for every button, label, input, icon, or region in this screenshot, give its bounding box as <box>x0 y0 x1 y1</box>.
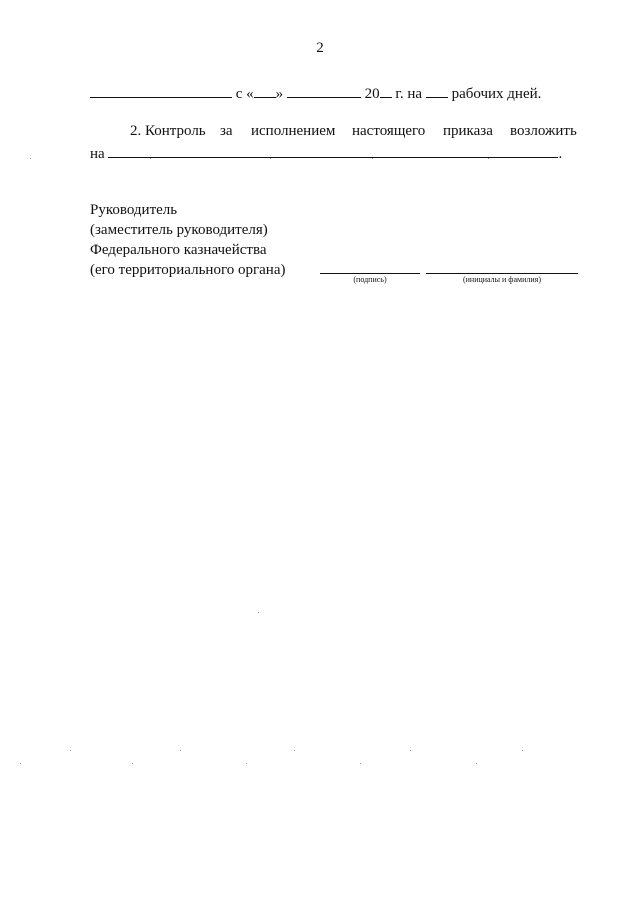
signature-field-line <box>320 273 420 274</box>
close-quote: » <box>275 86 284 102</box>
na-label: на <box>90 146 105 162</box>
month-blank <box>287 83 361 98</box>
end-period: . <box>558 146 563 162</box>
date-duration-line <box>90 83 541 103</box>
blank-field <box>90 83 232 98</box>
signature-block <box>90 200 320 280</box>
year-text: 20 <box>364 86 380 102</box>
item2-word: приказа <box>443 123 493 139</box>
item2-word: настоящего <box>352 123 426 139</box>
days-blank <box>426 83 448 98</box>
year-suffix: г. на <box>391 86 423 102</box>
name-field-line <box>426 273 578 274</box>
page-number: 2 <box>316 40 324 56</box>
day-blank <box>254 83 276 98</box>
responsible-line <box>90 143 562 163</box>
item2-word: 2. Контроль <box>130 123 206 139</box>
signature-line-4: (его территориального органа) <box>90 262 286 278</box>
item2-word: возложить <box>510 123 577 139</box>
signature-line-3: Федерального казначейства <box>90 242 267 258</box>
item2-word: исполнением <box>251 123 336 139</box>
signature-line-2: (заместитель руководителя) <box>90 222 268 238</box>
responsible-blank <box>108 143 558 158</box>
signature-caption: (подпись) <box>353 275 387 284</box>
c-text: с « <box>235 86 254 102</box>
item2-word: за <box>220 123 233 139</box>
end-text: рабочих дней. <box>451 86 542 102</box>
signature-line-1: Руководитель <box>90 202 178 218</box>
name-caption: (инициалы и фамилия) <box>462 275 542 284</box>
year-blank <box>380 83 392 98</box>
